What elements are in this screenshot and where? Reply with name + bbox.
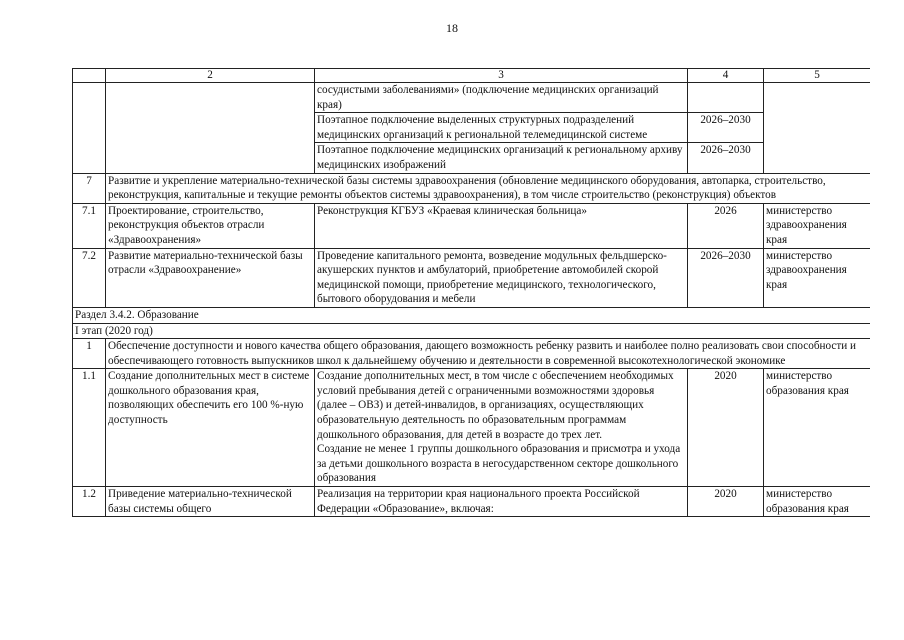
section-row <box>73 307 871 323</box>
document-table-wrapper <box>72 68 870 565</box>
stage-title: I этап (2020 год) <box>73 323 871 339</box>
header-col-5: 5 <box>764 69 871 83</box>
measure-paragraph: Создание не менее 1 группы дошкольного образования и присмотра и ухода за детьми дошкольного возраста в негосударственном секторе дошкольного образования <box>317 443 681 485</box>
cell-name: Проектирование, строительство, реконструкция объектов отрасли «Здравоохранения» <box>106 203 315 248</box>
cell-year: 2026–2030 <box>688 248 764 307</box>
cell-year: 2026–2030 <box>688 113 764 143</box>
header-col-3: 3 <box>315 69 688 83</box>
cell-num: 7.2 <box>73 248 106 307</box>
header-row <box>73 69 871 83</box>
table-row <box>73 487 871 517</box>
cell-year: 2020 <box>688 487 764 517</box>
cell-name: Развитие материально-технической базы отрасли «Здравоохранение» <box>106 248 315 307</box>
section-title: Раздел 3.4.2. Образование <box>73 307 871 323</box>
cell-empty-resp <box>764 83 871 174</box>
page-number: 18 <box>446 21 458 35</box>
table-row <box>73 248 871 307</box>
table-row <box>73 173 871 203</box>
cell-task: Развитие и укрепление материально-технической базы системы здравоохранения (обновление медицинского оборудования, автопарка, строительство, реконструкция, капитальные и текущие ремонты объектов системы здравоохранения), в том числе строительство (реконструкция) объектов <box>106 173 871 203</box>
cell-measure: Реализация на территории края национального проекта Российской Федерации «Образование», включая: <box>315 487 688 517</box>
cell-measure: Поэтапное подключение медицинских организаций к региональному архиву медицинских изображений <box>315 143 688 173</box>
cell-empty-num <box>73 83 106 174</box>
cell-empty-name <box>106 83 315 174</box>
measure-paragraph: Создание дополнительных мест, в том числе с обеспечением необходимых условий пребывания детей с ограниченными возможностями здоровья (далее – ОВЗ) и детей-инвалидов, в организациях, осуществляющих образовательную деятельность по образовательным программам дошкольного образования, для детей в возрасте до трех лет. <box>317 370 674 441</box>
cell-measure <box>315 369 688 487</box>
stage-row <box>73 323 871 339</box>
cell-measure: Проведение капитального ремонта, возведение модульных фельдшерско-акушерских пунктов и амбулаторий, приобретение автомобилей скорой медицинской помощи, приобретение медицинского, технологического, бытового оборудования и мебели <box>315 248 688 307</box>
table-row <box>73 83 871 113</box>
cell-responsible: министерство здравоохранения края <box>764 203 871 248</box>
cell-num: 7 <box>73 173 106 203</box>
table-row <box>73 203 871 248</box>
cell-year <box>688 83 764 113</box>
cell-num: 1 <box>73 339 106 369</box>
table-row <box>73 339 871 369</box>
header-col-2: 2 <box>106 69 315 83</box>
cell-name: Создание дополнительных мест в системе дошкольного образования края, позволяющих обеспечить его 100 %-ную доступность <box>106 369 315 487</box>
cell-measure: сосудистыми заболеваниями» (подключение медицинских организаций края) <box>315 83 688 113</box>
header-col-4: 4 <box>688 69 764 83</box>
cell-year: 2020 <box>688 369 764 487</box>
cell-responsible: министерство образования края <box>764 369 871 487</box>
cell-num: 7.1 <box>73 203 106 248</box>
cell-measure: Поэтапное подключение выделенных структурных подразделений медицинских организаций к региональной телемедицинской системе <box>315 113 688 143</box>
cell-responsible: министерство здравоохранения края <box>764 248 871 307</box>
cell-year: 2026–2030 <box>688 143 764 173</box>
cell-responsible: министерство образования края <box>764 487 871 517</box>
cell-num: 1.2 <box>73 487 106 517</box>
table-row <box>73 369 871 487</box>
cell-year: 2026 <box>688 203 764 248</box>
header-col-1 <box>73 69 106 83</box>
cell-measure: Реконструкция КГБУЗ «Краевая клиническая больница» <box>315 203 688 248</box>
cell-task: Обеспечение доступности и нового качества общего образования, дающего возможность ребенку развить и наиболее полно реализовать свои способности и обеспечивающего готовность выпускников школ к дальнейшему обучению и деятельности в современной высокотехнологической экономике <box>106 339 871 369</box>
plan-table <box>72 68 870 517</box>
cell-name: Приведение материально-технической базы системы общего <box>106 487 315 517</box>
cell-num: 1.1 <box>73 369 106 487</box>
